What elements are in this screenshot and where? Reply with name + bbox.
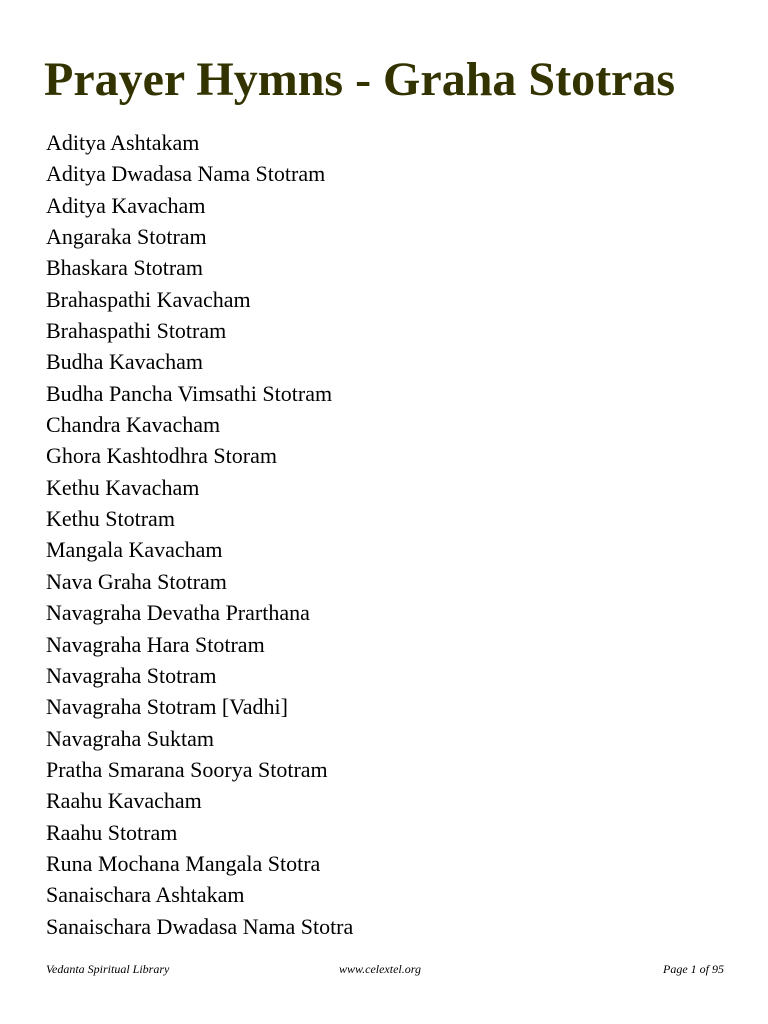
- list-item: Navagraha Devatha Prarthana: [46, 600, 310, 626]
- list-item: Raahu Stotram: [46, 819, 178, 845]
- footer-page-number: Page 1 of 95: [663, 962, 724, 976]
- list-item: Aditya Ashtakam: [46, 130, 200, 155]
- list-item: Bhaskara Stotram: [46, 255, 204, 281]
- list-item: Angaraka Stotram: [46, 224, 207, 250]
- list-item: Kethu Stotram: [46, 506, 175, 532]
- list-item: Navagraha Stotram: [46, 662, 217, 688]
- list-item: Navagraha Stotram [Vadhi]: [46, 694, 288, 720]
- list-item: Budha Pancha Vimsathi Stotram: [46, 380, 333, 406]
- page-title: Prayer Hymns - Graha Stotras: [44, 53, 676, 106]
- list-item: Sanaischara Dwadasa Nama Stotra: [46, 913, 354, 939]
- list-item: Budha Kavacham: [46, 349, 203, 375]
- list-item: Brahaspathi Stotram: [46, 318, 227, 344]
- list-item: Kethu Kavacham: [46, 474, 200, 500]
- list-item: Raahu Kavacham: [46, 788, 202, 814]
- list-item: Brahaspathi Kavacham: [46, 286, 251, 312]
- footer-library-name: Vedanta Spiritual Library: [46, 962, 170, 976]
- list-item: Runa Mochana Mangala Stotra: [46, 850, 321, 876]
- page-footer: [46, 960, 724, 978]
- list-item: Mangala Kavacham: [46, 537, 223, 563]
- hymn-list: [46, 127, 353, 942]
- footer-website: www.celextel.org: [339, 962, 421, 976]
- list-item: Sanaischara Ashtakam: [46, 882, 245, 908]
- list-item: Pratha Smarana Soorya Stotram: [46, 756, 328, 782]
- list-item: Navagraha Suktam: [46, 725, 214, 751]
- list-item: Aditya Kavacham: [46, 192, 206, 218]
- list-item: Ghora Kashtodhra Storam: [46, 443, 277, 469]
- list-item: Nava Graha Stotram: [46, 568, 227, 594]
- list-item: Chandra Kavacham: [46, 412, 221, 438]
- list-item: Aditya Dwadasa Nama Stotram: [46, 161, 326, 187]
- list-item: Navagraha Hara Stotram: [46, 631, 265, 657]
